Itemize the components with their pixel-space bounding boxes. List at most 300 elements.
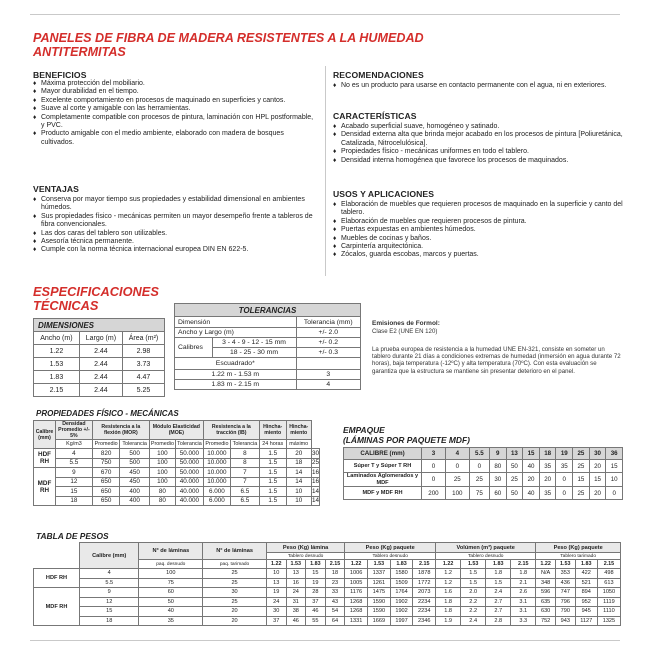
- table-cell: 20: [523, 473, 540, 487]
- list-item: ♦ Muebles de cocinas y baños.: [333, 234, 432, 242]
- table-cell: 796: [555, 597, 575, 607]
- table-cell: 945: [575, 607, 597, 617]
- table-cell: 752: [536, 616, 556, 626]
- table-cell: 498: [597, 569, 620, 579]
- table-cell: 750: [92, 458, 120, 468]
- col-subheader: 1.83: [575, 560, 597, 569]
- table-cell: 1.8: [511, 569, 536, 579]
- table-cell: 14: [311, 487, 319, 495]
- table-cell: 10: [286, 496, 311, 506]
- table-cell: 1268: [345, 597, 368, 607]
- col-header: Volúmen (m³) paquete: [436, 543, 536, 553]
- table-cell: 1119: [597, 597, 620, 607]
- table-cell: 2.4: [486, 588, 511, 598]
- table-cell: 80: [489, 460, 506, 473]
- table-cell: 0: [556, 473, 573, 487]
- list-item: ♦ Excelente comportamiento en procesos de maquinado en superficies y cantos.: [33, 96, 286, 104]
- table-cell: 1.8: [486, 569, 511, 579]
- table-cell: 6.5: [231, 487, 260, 497]
- col-subheader: 1.83: [306, 560, 326, 569]
- table-cell: 100: [139, 569, 203, 579]
- table-row: 1.22 2.44 2.98: [34, 345, 165, 358]
- list-item: ♦ Carpintería arquitectónica.: [333, 243, 424, 251]
- table-cell: 613: [597, 578, 620, 588]
- table-cell: 20: [203, 616, 267, 626]
- caracteristicas-heading: CARACTERÍSTICAS: [333, 111, 417, 121]
- table-cell: 25: [311, 459, 319, 467]
- table-cell: 790: [555, 607, 575, 617]
- table-cell: 1475: [367, 588, 390, 598]
- emisiones-title: Emisiones de Formol:: [372, 320, 440, 327]
- col-header: 25: [573, 448, 590, 460]
- table-cell: 15: [306, 569, 326, 579]
- col-subheader: paq. tarimado: [203, 560, 267, 569]
- col-subheader: 2.15: [511, 560, 536, 569]
- list-item: ♦ Suave al corte y amigable con las herramientas.: [33, 105, 191, 113]
- col-subheader: 2.15: [325, 560, 345, 569]
- table-cell: 2.2: [461, 597, 486, 607]
- ventajas-heading: VENTAJAS: [33, 184, 80, 194]
- table-cell: 1997: [390, 616, 413, 626]
- tolerancias-table: TOLERANCIAS Dimensión Tolerancia (mm) Ancho y Largo (m) +/- 2.0 Calibres 3 - 4 - 9 - 12 - 15 mm +/- 0.2 18 - 25 - 30 mm +/- 0.3 Escuadrado* 1.22 m - 1.53 m 3 1.83 m - 2.15 m 4: [174, 303, 361, 390]
- table-row: 1.53 2.44 3.73: [34, 358, 165, 371]
- table-cell: 1.5: [461, 578, 486, 588]
- table-cell: 15: [573, 473, 590, 487]
- table-cell: 422: [575, 569, 597, 579]
- table-cell: 25: [203, 569, 267, 579]
- propiedades-title: PROPIEDADES FÍSICO - MECÁNICAS: [36, 409, 179, 418]
- table-cell: 35: [539, 487, 556, 500]
- table-cell: 31: [286, 597, 306, 607]
- list-item: ♦ Completamente compatible con procesos de pintura, laminación con HPL postformable, y PVC.: [33, 113, 314, 130]
- table-cell: 14: [286, 468, 311, 478]
- table-row: [34, 607, 621, 617]
- column-divider: [325, 66, 326, 276]
- table-row: [34, 458, 320, 468]
- table-cell: 1580: [390, 569, 413, 579]
- table-cell: 650: [92, 477, 120, 487]
- table-cell: 2.7: [486, 597, 511, 607]
- col-header: 5.5: [469, 448, 489, 460]
- recomendaciones-heading: RECOMENDACIONES: [333, 70, 424, 80]
- table-cell: 1331: [345, 616, 368, 626]
- table-cell: 2.2: [461, 607, 486, 617]
- col-subheader: 1.83: [486, 560, 511, 569]
- list-item: ♦ Mayor durabilidad en el tiempo.: [33, 88, 139, 96]
- drop-bullet-icon: ♦: [33, 238, 37, 246]
- table-cell: 3.1: [511, 597, 536, 607]
- table-cell: 15: [80, 607, 139, 617]
- drop-bullet-icon: ♦: [333, 156, 337, 164]
- col-subheader: 1.22: [266, 560, 286, 569]
- table-cell: 943: [555, 616, 575, 626]
- col-subheader: 1.53: [555, 560, 575, 569]
- recomendaciones-list: [333, 82, 623, 90]
- table-cell: 46: [286, 616, 306, 626]
- table-cell: 400: [120, 496, 149, 506]
- table-cell: N/A: [536, 569, 556, 579]
- table-cell: 100: [149, 458, 175, 468]
- table-cell: 7: [231, 477, 260, 487]
- table-cell: 2234: [413, 597, 436, 607]
- col-header: CALIBRE (mm): [344, 448, 422, 460]
- group-label: MDF RH: [34, 588, 80, 626]
- table-cell: 40: [523, 487, 540, 500]
- table-cell: 25: [469, 473, 489, 487]
- table-cell: 13: [286, 569, 306, 579]
- table-cell: 14: [311, 497, 319, 505]
- table-cell: 1.5: [259, 487, 286, 497]
- col-subheader: 2.15: [413, 560, 436, 569]
- table-cell: 35: [139, 616, 203, 626]
- table-cell: 1902: [390, 607, 413, 617]
- table-cell: 19: [306, 578, 326, 588]
- table-row: [34, 496, 320, 506]
- drop-bullet-icon: ♦: [333, 82, 337, 89]
- table-cell: 2.0: [461, 588, 486, 598]
- table-cell: 1509: [390, 578, 413, 588]
- list-item: ♦ Asesoría técnica permanente.: [33, 238, 134, 246]
- table-cell: 75: [469, 487, 489, 500]
- table-row: [34, 616, 621, 626]
- table-cell: 24: [286, 588, 306, 598]
- table-cell: 5.5: [56, 458, 93, 468]
- empaque-subtitle: (LÁMINAS POR PAQUETE MDF): [343, 435, 470, 445]
- col-header: 18: [539, 448, 556, 460]
- list-item: ♦ Zócalos, guarda escobas, marcos y puertas.: [333, 251, 479, 259]
- table-cell: 1878: [413, 569, 436, 579]
- table-cell: 20: [203, 607, 267, 617]
- table-cell: 40: [523, 460, 540, 473]
- table-cell: 8: [231, 449, 260, 459]
- table-cell: 1590: [367, 607, 390, 617]
- table-cell: 2.1: [511, 578, 536, 588]
- table-cell: 1325: [597, 616, 620, 626]
- table-cell: 50: [506, 487, 523, 500]
- table-cell: 1110: [597, 607, 620, 617]
- table-cell: 952: [575, 597, 597, 607]
- col-subheader: Tablero desnudo: [266, 553, 344, 560]
- drop-bullet-icon: ♦: [333, 234, 337, 242]
- table-cell: 1.8: [436, 597, 461, 607]
- list-item: ♦ Las dos caras del tablero son utilizables.: [33, 229, 168, 237]
- table-cell: 18: [80, 616, 139, 626]
- table-cell: 348: [536, 578, 556, 588]
- table-cell: 43: [325, 597, 345, 607]
- page-title: PANELES DE FIBRA DE MADERA RESISTENTES A LA HUMEDAD: [33, 31, 424, 45]
- drop-bullet-icon: ♦: [333, 217, 337, 225]
- list-item: ♦ Propiedades físico - mecánicas uniformes en todo el tablero.: [333, 148, 529, 156]
- table-cell: 23: [325, 578, 345, 588]
- specs-title-line2: TÉCNICAS: [33, 298, 99, 313]
- beneficios-heading: BENEFICIOS: [33, 70, 87, 80]
- table-cell: 5.5: [80, 578, 139, 588]
- table-cell: 30: [489, 473, 506, 487]
- table-cell: 30: [266, 607, 286, 617]
- table-row: 2.15 2.44 5.25: [34, 384, 165, 397]
- col-subheader: Tablero desnudo: [345, 553, 436, 560]
- table-cell: 200: [422, 487, 446, 500]
- table-cell: 50.000: [176, 468, 204, 478]
- table-cell: 12: [80, 597, 139, 607]
- drop-bullet-icon: ♦: [333, 131, 337, 139]
- col-header: 13: [506, 448, 523, 460]
- table-cell: 1.5: [486, 578, 511, 588]
- table-cell: 10.000: [203, 449, 230, 459]
- table-cell: 20: [589, 487, 606, 500]
- table-cell: 6.000: [203, 496, 230, 506]
- col-subheader: paq. desnudo: [139, 560, 203, 569]
- table-row: [34, 449, 320, 459]
- table-cell: 18: [286, 458, 311, 468]
- table-cell: 37: [306, 597, 326, 607]
- table-cell: 80: [149, 496, 175, 506]
- col-header: Área (m²): [122, 332, 164, 345]
- col-header: 19: [556, 448, 573, 460]
- table-cell: 9: [56, 468, 93, 478]
- table-cell: 50.000: [176, 458, 204, 468]
- table-cell: 1.5: [259, 468, 286, 478]
- table-cell: 400: [120, 487, 149, 497]
- table-header-row: [34, 543, 621, 553]
- table-cell: 55: [306, 616, 326, 626]
- top-divider: [30, 14, 620, 15]
- table-row: [34, 468, 320, 478]
- col-subheader: Tablero tarimado: [536, 553, 621, 560]
- table-cell: 1.5: [259, 458, 286, 468]
- table-cell: 46: [306, 607, 326, 617]
- table-cell: 54: [325, 607, 345, 617]
- table-cell: 60: [489, 487, 506, 500]
- table-cell: 1764: [390, 588, 413, 598]
- table-cell: 100: [149, 477, 175, 487]
- group-label: HDF RH: [34, 449, 56, 468]
- drop-bullet-icon: ♦: [333, 148, 337, 156]
- table-cell: 2.8: [486, 616, 511, 626]
- table-cell: 8: [231, 458, 260, 468]
- table-cell: 100: [445, 487, 469, 500]
- col-subheader: 1.53: [286, 560, 306, 569]
- col-header: Largo (m): [79, 332, 122, 345]
- table-cell: 1006: [345, 569, 368, 579]
- col-subheader: 2.15: [597, 560, 620, 569]
- propiedades-table: Calibre (mm) Densidad Promedio +/- 5% Resistencia a la flexión (MOR) Módulo Elasticidad (MOE) Resistencia a la tracción (IB) Hincha- miento Hincha- miento Kg/m3 Promedio Tolerancia Promedio Tolerancia Promedio Tolerancia 24 horas máximo HDF RH 4 820 500 100 50.000 10.000 8 1.5 20 30 5.5 750 500 100 50.000 10.000 8 1.5 18 25 MDF RH 9 670 450 100 50.000 10.000 7 1.5 14 16 12 650 450 100 40.000 10.000 7 1.5 14 16 15 650 400 80 40.000 6.000 6.5 1.5 10 14 18 650 400 80 40.000 6.000 6.5 1.5 10 14: [33, 420, 320, 506]
- drop-bullet-icon: ♦: [33, 88, 37, 96]
- caracteristicas-list: [333, 123, 623, 165]
- table-cell: 60: [139, 588, 203, 598]
- list-item: ♦ Conserva por mayor tiempo sus propiedades y estabilidad dimensional en ambientes húmedos.: [33, 196, 305, 212]
- table-cell: 1.2: [436, 569, 461, 579]
- table-cell: 1669: [367, 616, 390, 626]
- table-cell: 10: [286, 487, 311, 497]
- table-cell: 0: [469, 460, 489, 473]
- table-cell: 2346: [413, 616, 436, 626]
- usos-heading: USOS Y APLICACIONES: [333, 189, 435, 199]
- col-header: Calibre (mm): [80, 543, 139, 569]
- col-subheader: 1.22: [536, 560, 556, 569]
- table-cell: 20: [589, 460, 606, 473]
- table-cell: 353: [555, 569, 575, 579]
- tolerancias-title: TOLERANCIAS: [175, 304, 361, 317]
- list-item: ♦ Densidad externa alta que brinda mejor acabado en los procesos de pintura [Poliuretánica, Catalizada, Nitrocelulósica].: [333, 131, 623, 147]
- table-cell: 670: [92, 468, 120, 478]
- table-row: [34, 487, 320, 497]
- drop-bullet-icon: ♦: [33, 212, 37, 220]
- table-cell: 15: [589, 473, 606, 487]
- table-cell: 820: [92, 449, 120, 459]
- table-cell: 2.4: [461, 616, 486, 626]
- drop-bullet-icon: ♦: [33, 229, 37, 237]
- usos-list: [333, 201, 623, 260]
- table-cell: 0: [556, 487, 573, 500]
- table-cell: 1.5: [259, 449, 286, 459]
- list-item: ♦ Acabado superficial suave, homogéneo y satinado.: [333, 123, 500, 130]
- table-row: [344, 473, 623, 487]
- table-cell: 1127: [575, 616, 597, 626]
- table-cell: 25: [573, 487, 590, 500]
- table-cell: 450: [120, 477, 149, 487]
- table-cell: 18: [56, 496, 93, 506]
- col-header: 36: [606, 448, 623, 460]
- list-item: ♦ No es un producto para usarse en contacto permanente con el agua, ni en exteriores.: [333, 82, 607, 89]
- table-cell: 10.000: [203, 458, 230, 468]
- table-cell: 596: [536, 588, 556, 598]
- table-cell: 38: [286, 607, 306, 617]
- table-cell: 19: [266, 588, 286, 598]
- table-cell: 500: [120, 449, 149, 459]
- table-cell: 10.000: [203, 477, 230, 487]
- col-subheader: Tablero desnudo: [436, 553, 536, 560]
- table-cell: 500: [120, 458, 149, 468]
- drop-bullet-icon: ♦: [33, 105, 37, 113]
- drop-bullet-icon: ♦: [333, 243, 337, 251]
- group-label: MDF RH: [34, 468, 56, 506]
- table-cell: 0: [606, 487, 623, 500]
- specs-title: ESPECIFICACIONES: [33, 284, 159, 299]
- bottom-divider: [30, 640, 620, 641]
- list-item: ♦ Elaboración de muebles que requieren procesos de pintura.: [333, 217, 527, 225]
- table-cell: 16: [286, 578, 306, 588]
- table-row: [34, 588, 621, 598]
- table-cell: Súper T y Súper T RH: [344, 460, 422, 473]
- table-cell: 0: [445, 460, 469, 473]
- col-subheader: 1.83: [390, 560, 413, 569]
- table-cell: 1.2: [436, 578, 461, 588]
- empaque-table: [343, 447, 623, 500]
- table-cell: 7: [231, 468, 260, 478]
- list-item: ♦ Cumple con la norma técnica internacional europea DIN EN 622-5.: [33, 246, 249, 254]
- drop-bullet-icon: ♦: [333, 226, 337, 234]
- table-cell: 30: [311, 449, 319, 457]
- table-cell: 35: [539, 460, 556, 473]
- col-header: 9: [489, 448, 506, 460]
- col-header: Peso (Kg) lámina: [266, 543, 344, 553]
- table-cell: 650: [92, 487, 120, 497]
- col-subheader: 1.22: [436, 560, 461, 569]
- dimensiones-table: [33, 318, 165, 397]
- table-cell: 75: [139, 578, 203, 588]
- table-cell: 1.5: [259, 477, 286, 487]
- table-cell: 80: [149, 487, 175, 497]
- table-cell: 24: [266, 597, 286, 607]
- table-cell: 25: [573, 460, 590, 473]
- table-cell: 1268: [345, 607, 368, 617]
- table-cell: 40.000: [176, 477, 204, 487]
- col-subheader: 1.53: [461, 560, 486, 569]
- table-row: [34, 597, 621, 607]
- table-cell: 16: [311, 478, 319, 486]
- table-cell: 894: [575, 588, 597, 598]
- table-cell: 15: [56, 487, 93, 497]
- table-cell: 50: [139, 597, 203, 607]
- table-cell: 40.000: [176, 487, 204, 497]
- table-cell: 20: [539, 473, 556, 487]
- table-cell: 1902: [390, 597, 413, 607]
- col-header: Peso (Kg) paquete: [536, 543, 621, 553]
- table-cell: 2.6: [511, 588, 536, 598]
- table-row: [34, 569, 621, 579]
- table-cell: 2.7: [486, 607, 511, 617]
- table-row: [344, 487, 623, 500]
- table-cell: 436: [555, 578, 575, 588]
- table-cell: 6.5: [231, 496, 260, 506]
- list-item: ♦ Elaboración de muebles que requieren procesos de maquinado en la superficie y canto del tablero.: [333, 201, 623, 217]
- table-cell: 100: [149, 449, 175, 459]
- table-cell: 10.000: [203, 468, 230, 478]
- drop-bullet-icon: ♦: [33, 246, 37, 254]
- table-cell: 630: [536, 607, 556, 617]
- table-cell: 50.000: [176, 449, 204, 459]
- table-cell: 14: [286, 477, 311, 487]
- col-header: N° de láminas: [139, 543, 203, 560]
- table-cell: 10: [266, 569, 286, 579]
- table-row: [344, 460, 623, 473]
- table-cell: 521: [575, 578, 597, 588]
- col-header: 3: [422, 448, 446, 460]
- dimensiones-title: DIMENSIONES: [34, 319, 165, 332]
- pesos-table: [33, 542, 621, 626]
- table-cell: 1.8: [436, 607, 461, 617]
- table-cell: 33: [325, 588, 345, 598]
- empaque-title: EMPAQUE: [343, 425, 385, 435]
- table-cell: 50: [506, 460, 523, 473]
- list-item: ♦ Producto amigable con el medio ambiente, elaborado con madera de bosques cultivados.: [33, 130, 284, 146]
- table-row: [34, 578, 621, 588]
- drop-bullet-icon: ♦: [33, 196, 37, 203]
- table-cell: 13: [266, 578, 286, 588]
- table-cell: 6.000: [203, 487, 230, 497]
- beneficios-list: [33, 80, 318, 147]
- table-cell: 747: [555, 588, 575, 598]
- table-cell: MDF y MDF RH: [344, 487, 422, 500]
- table-cell: 1176: [345, 588, 368, 598]
- table-cell: 3.3: [511, 616, 536, 626]
- table-cell: 650: [92, 496, 120, 506]
- group-label: HDF RH: [34, 569, 80, 588]
- table-cell: 16: [311, 468, 319, 476]
- drop-bullet-icon: ♦: [333, 123, 337, 130]
- ventajas-list: [33, 196, 318, 255]
- table-cell: 64: [325, 616, 345, 626]
- table-cell: 30: [203, 588, 267, 598]
- table-cell: 450: [120, 468, 149, 478]
- table-cell: 635: [536, 597, 556, 607]
- table-cell: 25: [203, 597, 267, 607]
- list-item: ♦ Densidad interna homogénea que favorece los procesos de maquinados.: [333, 156, 569, 164]
- table-cell: 3.1: [511, 607, 536, 617]
- table-header-row: [344, 448, 623, 460]
- table-cell: 40.000: [176, 496, 204, 506]
